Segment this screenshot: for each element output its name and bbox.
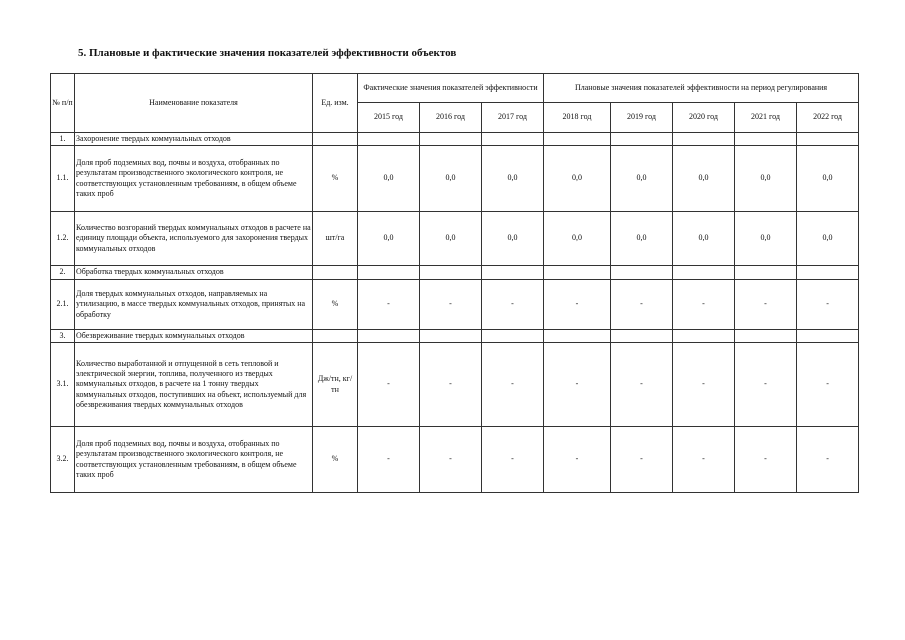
empty-cell	[313, 330, 358, 343]
value-cell: -	[611, 280, 673, 330]
section-row	[51, 330, 859, 343]
empty-cell	[735, 133, 797, 146]
header-year: 2016 год	[420, 103, 482, 133]
row-number: 1.	[51, 133, 75, 146]
empty-cell	[544, 266, 611, 280]
empty-cell	[673, 330, 735, 343]
table-row	[51, 427, 859, 493]
value-cell: 0,0	[358, 146, 420, 212]
unit-cell: %	[313, 146, 358, 212]
header-year: 2021 год	[735, 103, 797, 133]
table-row	[51, 343, 859, 427]
empty-cell	[611, 330, 673, 343]
value-cell: -	[735, 427, 797, 493]
empty-cell	[420, 330, 482, 343]
value-cell: 0,0	[358, 212, 420, 266]
empty-cell	[358, 330, 420, 343]
value-cell: 0,0	[544, 212, 611, 266]
table-row	[51, 280, 859, 330]
empty-cell	[673, 266, 735, 280]
empty-cell	[673, 133, 735, 146]
row-number: 3.	[51, 330, 75, 343]
value-cell: 0,0	[420, 212, 482, 266]
value-cell: 0,0	[482, 212, 544, 266]
indicators-table	[50, 73, 859, 493]
header-year: 2019 год	[611, 103, 673, 133]
value-cell: -	[797, 427, 859, 493]
empty-cell	[420, 133, 482, 146]
section-row	[51, 266, 859, 280]
value-cell: -	[544, 280, 611, 330]
empty-cell	[544, 133, 611, 146]
value-cell: -	[673, 280, 735, 330]
value-cell: -	[358, 343, 420, 427]
header-num: № п/п	[51, 74, 75, 133]
value-cell: -	[358, 427, 420, 493]
header-fact-group: Фактические значения показателей эффективности	[358, 74, 544, 103]
row-number: 1.1.	[51, 146, 75, 212]
unit-cell: %	[313, 427, 358, 493]
value-cell: -	[358, 280, 420, 330]
section-row	[51, 133, 859, 146]
value-cell: -	[673, 427, 735, 493]
empty-cell	[482, 133, 544, 146]
row-number: 1.2.	[51, 212, 75, 266]
empty-cell	[482, 330, 544, 343]
value-cell: -	[544, 427, 611, 493]
header-plan-group: Плановые значения показателей эффективности на период регулирования	[544, 74, 859, 103]
indicator-name: Доля проб подземных вод, почвы и воздуха, отобранных по результатам производственного экологического контроля, не соответствующих установленным требованиям, в общем объеме таких проб	[75, 146, 313, 212]
header-year: 2018 год	[544, 103, 611, 133]
unit-cell: шт/га	[313, 212, 358, 266]
section-name: Обезвреживание твердых коммунальных отходов	[75, 330, 313, 343]
empty-cell	[482, 266, 544, 280]
value-cell: -	[611, 343, 673, 427]
empty-cell	[544, 330, 611, 343]
header-year: 2022 год	[797, 103, 859, 133]
empty-cell	[611, 266, 673, 280]
table-row	[51, 212, 859, 266]
empty-cell	[358, 266, 420, 280]
empty-cell	[313, 266, 358, 280]
empty-cell	[797, 330, 859, 343]
header-name: Наименование показателя	[75, 74, 313, 133]
value-cell: 0,0	[482, 146, 544, 212]
indicator-name: Количество возгораний твердых коммунальных отходов в расчете на единицу площади объекта, используемого для захоронения твердых коммунальных отходов	[75, 212, 313, 266]
value-cell: 0,0	[544, 146, 611, 212]
empty-cell	[420, 266, 482, 280]
row-number: 2.1.	[51, 280, 75, 330]
value-cell: 0,0	[673, 212, 735, 266]
value-cell: -	[482, 280, 544, 330]
header-year: 2017 год	[482, 103, 544, 133]
value-cell: -	[482, 427, 544, 493]
value-cell: 0,0	[673, 146, 735, 212]
unit-cell: Дж/тн, кг/тн	[313, 343, 358, 427]
row-number: 2.	[51, 266, 75, 280]
value-cell: -	[735, 280, 797, 330]
value-cell: -	[735, 343, 797, 427]
header-year: 2015 год	[358, 103, 420, 133]
value-cell: -	[420, 427, 482, 493]
header-year: 2020 год	[673, 103, 735, 133]
value-cell: -	[673, 343, 735, 427]
value-cell: -	[420, 280, 482, 330]
section-name: Обработка твердых коммунальных отходов	[75, 266, 313, 280]
empty-cell	[735, 266, 797, 280]
value-cell: 0,0	[797, 146, 859, 212]
value-cell: 0,0	[735, 212, 797, 266]
value-cell: -	[482, 343, 544, 427]
section-title: 5. Плановые и фактические значения показателей эффективности объектов	[78, 47, 457, 59]
empty-cell	[313, 133, 358, 146]
empty-cell	[797, 266, 859, 280]
value-cell: 0,0	[611, 212, 673, 266]
empty-cell	[358, 133, 420, 146]
value-cell: 0,0	[611, 146, 673, 212]
value-cell: -	[611, 427, 673, 493]
row-number: 3.1.	[51, 343, 75, 427]
value-cell: -	[797, 280, 859, 330]
value-cell: -	[420, 343, 482, 427]
unit-cell: %	[313, 280, 358, 330]
header-unit: Ед. изм.	[313, 74, 358, 133]
table-row	[51, 146, 859, 212]
value-cell: 0,0	[420, 146, 482, 212]
empty-cell	[797, 133, 859, 146]
empty-cell	[611, 133, 673, 146]
value-cell: -	[797, 343, 859, 427]
indicator-name: Доля проб подземных вод, почвы и воздуха, отобранных по результатам производственного экологического контроля, не соответствующих установленным требованиям, в общем объеме таких проб	[75, 427, 313, 493]
value-cell: 0,0	[797, 212, 859, 266]
section-name: Захоронение твердых коммунальных отходов	[75, 133, 313, 146]
row-number: 3.2.	[51, 427, 75, 493]
value-cell: 0,0	[735, 146, 797, 212]
indicator-name: Доля твердых коммунальных отходов, направляемых на утилизацию, в массе твердых коммунальных отходов, принятых на обработку	[75, 280, 313, 330]
indicator-name: Количество выработанной и отпущенной в сеть тепловой и электрической энергии, топлива, полученного из твердых коммунальных отходов, в расчете на 1 тонну твердых коммунальных отходов, поступивших на объект, используемый для обезвреживания твердых коммунальных отходов	[75, 343, 313, 427]
empty-cell	[735, 330, 797, 343]
value-cell: -	[544, 343, 611, 427]
